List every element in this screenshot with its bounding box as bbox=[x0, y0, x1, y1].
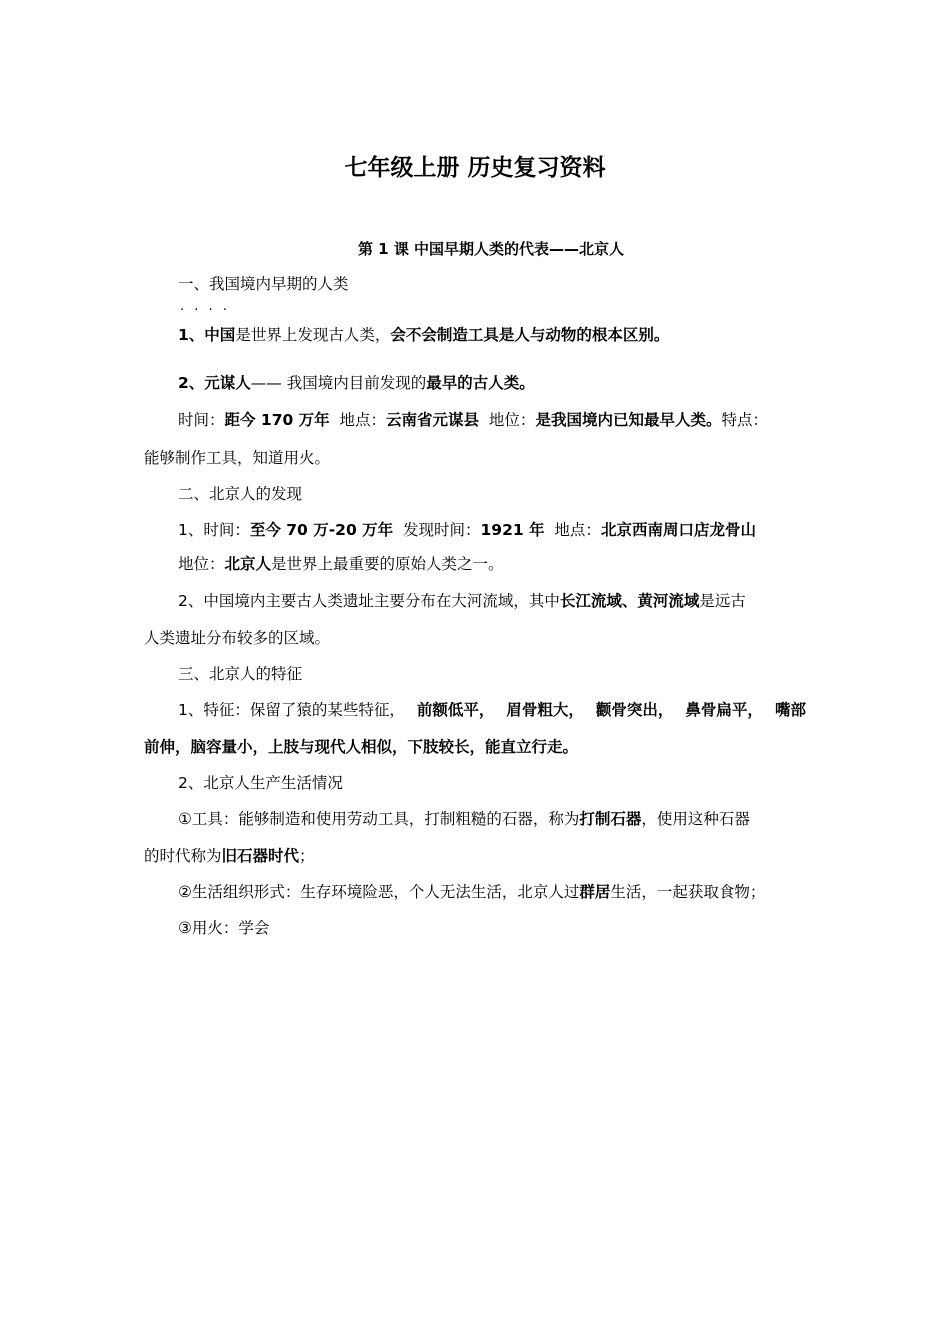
tools-cont bbox=[144, 845, 315, 867]
feature-text: 能够制作工具，知道用火。 bbox=[144, 449, 331, 467]
rivers-bold: 长江流域、黄河流域 bbox=[559, 592, 700, 610]
item1-bold-tail: 会不会制造工具是人与动物的根本区别。 bbox=[390, 326, 670, 344]
rivers-text1: 2、中国境内主要古人类遗址主要分布在大河流域，其中 bbox=[178, 592, 560, 610]
section2-line3 bbox=[178, 590, 746, 612]
rivers-cont: 人类遗址分布较多的区域。 bbox=[144, 629, 331, 647]
features-line bbox=[178, 699, 806, 721]
life-heading: 2、北京人生产生活情况 bbox=[178, 774, 343, 792]
feature-label: 特点： bbox=[721, 411, 768, 429]
social-text1: ②生活组织形式：生存环境险恶，个人无法生活，北京人过 bbox=[178, 883, 580, 901]
section1-item1 bbox=[178, 324, 669, 346]
social-text2: 生活，一起获取食物； bbox=[610, 883, 766, 901]
item2-text: —— 我国境内目前发现的 bbox=[250, 374, 427, 392]
lesson-title: 第 1 课 中国早期人类的代表——北京人 bbox=[357, 240, 625, 258]
tools-bold2: 旧石器时代 bbox=[221, 847, 300, 865]
tools-line bbox=[178, 808, 750, 830]
item2-bold: 最早的古人类 bbox=[426, 374, 520, 392]
section2-line2 bbox=[178, 553, 504, 575]
tools-text2: ，使用这种石器 bbox=[641, 810, 750, 828]
time-label: 时间： bbox=[178, 411, 225, 429]
found-label: 发现时间： bbox=[403, 521, 481, 539]
feature-4: 鼻骨扁平， bbox=[685, 701, 763, 719]
site-label: 地点： bbox=[554, 521, 601, 539]
rivers-text2: 是远古 bbox=[699, 592, 746, 610]
item1-num: 1、 bbox=[178, 326, 205, 344]
tools-bold1: 打制石器 bbox=[579, 810, 642, 828]
feature-2: 眉骨粗大， bbox=[506, 701, 584, 719]
status-text-2: 是世界上最重要的原始人类之一。 bbox=[271, 555, 504, 573]
features-cont: 前伸，脑容量小，上肢与现代人相似，下肢较长，能直立行走。 bbox=[144, 738, 579, 756]
status-bold-2: 北京人 bbox=[224, 555, 272, 573]
item2-period: 。 bbox=[519, 374, 535, 392]
status-label: 地位： bbox=[488, 411, 536, 429]
emphasis-dots: · · · · bbox=[180, 303, 230, 318]
site-value: 北京西南周口店龙骨山 bbox=[600, 521, 756, 539]
feature-5: 嘴部 bbox=[774, 701, 806, 719]
item1-china: 中国 bbox=[204, 326, 236, 344]
place-value: 云南省元谋县 bbox=[386, 411, 480, 429]
section1-item2 bbox=[178, 372, 535, 394]
document-title: 七年级上册 历史复习资料 bbox=[344, 155, 606, 181]
item1-text: 是世界上发现古人类， bbox=[235, 326, 391, 344]
section2-heading: 二、北京人的发现 bbox=[178, 485, 303, 503]
social-line bbox=[178, 881, 765, 903]
social-bold: 群居 bbox=[579, 883, 611, 901]
found-value: 1921 年 bbox=[480, 521, 545, 539]
features-prefix: 1、特征：保留了猿的某些特征， bbox=[178, 701, 405, 719]
item2-label: 2、元谋人 bbox=[178, 374, 251, 392]
section2-line1 bbox=[178, 519, 756, 541]
discovery-time-prefix: 1、时间： bbox=[178, 521, 250, 539]
feature-3: 颧骨突出， bbox=[595, 701, 674, 719]
discovery-time-value: 至今 70 万-20 万年 bbox=[249, 521, 394, 539]
feature-1: 前额低平， bbox=[416, 701, 495, 719]
tools-cont1: 的时代称为 bbox=[144, 847, 222, 865]
tools-cont2: ； bbox=[299, 847, 315, 865]
section1-heading: 一、我国境内早期的人类 bbox=[178, 275, 349, 293]
fire-line: ③用火：学会 bbox=[178, 919, 270, 937]
status-label-2: 地位： bbox=[178, 555, 225, 573]
time-value: 距今 170 万年 bbox=[224, 411, 330, 429]
status-value: 是我国境内已知最早人类。 bbox=[535, 411, 722, 429]
place-label: 地点： bbox=[339, 411, 387, 429]
section3-heading: 三、北京人的特征 bbox=[178, 665, 303, 683]
tools-text1: ①工具：能够制造和使用劳动工具，打制粗糙的石器，称为 bbox=[178, 810, 580, 828]
section1-details bbox=[178, 409, 768, 431]
